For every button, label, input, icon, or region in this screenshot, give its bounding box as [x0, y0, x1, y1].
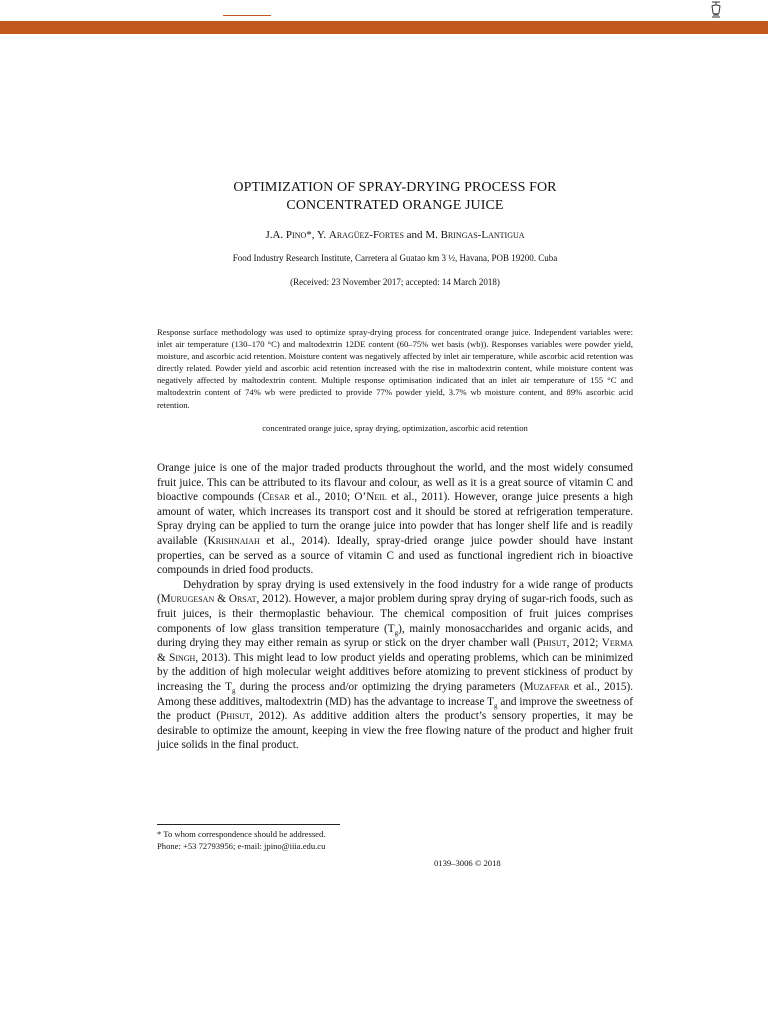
citation: Cesar — [261, 491, 290, 504]
author-list: J.A. Pino*, Y. Aragüez-Fortes and M. Bringas-Lantigua — [265, 229, 525, 241]
citation: Orsat — [228, 593, 257, 606]
keywords: concentrated orange juice, spray drying, optimization, ascorbic acid retention — [262, 423, 528, 433]
paper-title — [157, 179, 633, 215]
body-text — [157, 461, 633, 753]
abstract: Response surface methodology was used to optimize spray-drying process for concentrated orange juice. Independent variables were: inlet air temperature (130–170 °C) and maltodextrin 12DE content (60–75% wet basis (wb)). Responses variables were powder yield, moisture, and ascorbic acid retention. Moisture content was negatively affected by inlet air temperature, while ascorbic acid retention was directly related. Powder yield and ascorbic acid retention increased with the rise in maltodextrin content, while moisture content was negatively affected by maltodextrin content. Multiple response optimisation indicated that an inlet air temperature of 155 °C and maltodextrin content of 74% wb were predicted to provide 77% powder yield, 3.7% wb moisture content, and 89% ascorbic acid retention. — [157, 327, 633, 410]
copyright: 0139–3006 © 2018 — [434, 858, 501, 868]
citation: Singh — [169, 651, 196, 664]
top-bar — [0, 0, 768, 21]
author-name: Aragüez-Fortes — [328, 229, 404, 241]
citation: Muzaffar — [523, 680, 570, 693]
header-band — [0, 21, 768, 34]
citation: Krishnaiah — [207, 534, 260, 547]
citation: Verma — [601, 637, 633, 650]
footnote-line: * To whom correspondence should be addressed. — [157, 829, 326, 839]
paragraph: Orange juice is one of the major traded products throughout the world, and the most widely consumed fruit juice. This can be attributed to its flavour and colour, as well as it is a great source of vitamin C and bioactive compounds (Cesar et al., 2010; O’Neil et al., 2011). However, orange juice presents a high amount of water, which increases its transport cost and it should be stored at refrigeration temperature. Spray drying can be applied to turn the orange juice into powder that has longer shelf life and is readily available (Krishnaiah et al., 2014). Ideally, spray-dried orange juice powder should have instant properties, can be served as a source of vitamin C and used as functional ingredient rich in bioactive compounds in dried food products. — [157, 462, 633, 577]
footnote-rule — [157, 824, 340, 825]
citation: Murugesan — [160, 593, 215, 606]
received-dates: (Received: 23 November 2017; accepted: 14 March 2018) — [290, 277, 500, 287]
top-link-underline[interactable] — [223, 15, 271, 16]
author-name: Bringas-Lantigua — [440, 229, 525, 241]
citation: Phisut — [536, 637, 567, 650]
paragraph: Dehydration by spray drying is used extensively in the food industry for a wide range of products (Murugesan & Orsat, 2012). However, a major problem during spray drying of sugar-rich foods, such as fruit juices, is their thermoplastic behaviour. The chemical composition of fruit juices comprises components of low glass transition temperature $(T_g)$, mainly monosaccharides and organic acids, and during drying they may either remain as syrup or stick on the dryer chamber wall (Phisut, 2012; Verma & Singh, 2013). This might lead to low product yields and operating problems, which can be minimized by the addition of high molecular weight additives before atomizing to prevent stickiness of product by increasing the $T_g$ during the process and/or optimizing the drying parameters (Muzaffar et al., 2015). Among these additives, maltodextrin (MD) has the advantage to increase $T_g$ and improve the sweetness of the product (Phisut, 2012). As additive addition alters the product’s sensory properties, it may be desirable to optimize the amount, keeping in view the free flowing nature of the product and higher fruit juice solids in the final product. — [157, 578, 634, 752]
footnote-contact: Phone: +53 72793956; e-mail: jpino@iiia.edu.cu — [157, 841, 326, 851]
footnote — [157, 828, 325, 852]
title-line-2: CONCENTRATED ORANGE JUICE — [286, 198, 504, 213]
citation: Neil — [366, 491, 387, 504]
seal-icon — [709, 1, 723, 19]
affiliation: Food Industry Research Institute, Carretera al Guatao km 3 ½, Havana, POB 19200. Cuba — [232, 253, 558, 263]
citation: Phisut — [220, 710, 250, 723]
author-name: Pino — [285, 229, 307, 241]
title-line-1: OPTIMIZATION OF SPRAY-DRYING PROCESS FOR — [233, 180, 557, 195]
